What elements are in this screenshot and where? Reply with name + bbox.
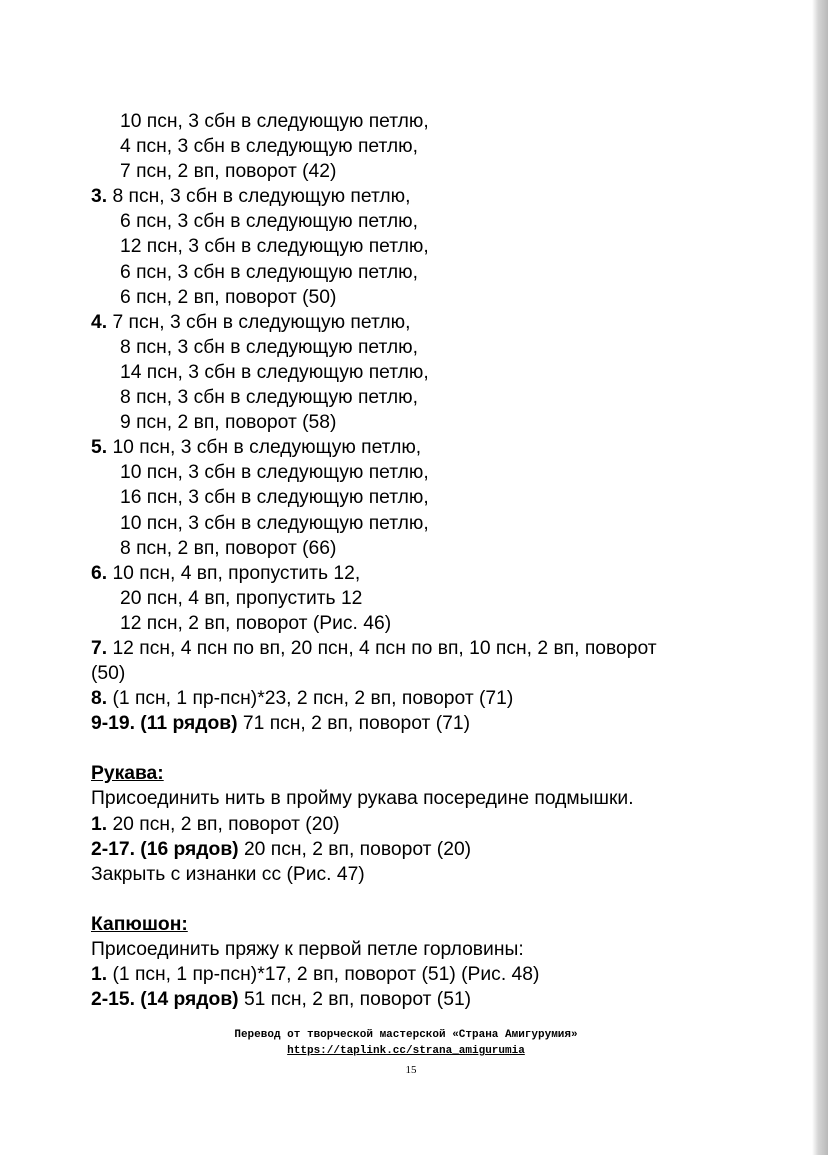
pattern-row: (50) (91, 663, 126, 685)
pattern-row: 3. 8 псн, 3 сбн в следующую петлю, (91, 186, 411, 208)
row-number: 1. (91, 964, 108, 985)
row-number: 1. (91, 813, 108, 835)
row-number: 8. (91, 688, 108, 710)
page-number: 15 (405, 1064, 417, 1076)
pattern-row: 20 псн, 4 вп, пропустить 12 (120, 587, 363, 609)
pattern-row: 4. 7 псн, 3 сбн в следующую петлю, (91, 311, 411, 333)
pattern-row: 12 псн, 3 сбн в следующую петлю, (120, 236, 429, 258)
row-number: 6. (91, 562, 108, 584)
pattern-row: 8. (1 псн, 1 пр-псн)*23, 2 псн, 2 вп, поворот (71) (91, 688, 514, 710)
footer-credit: Перевод от творческой мастерской «Страна Амигурумия» (234, 1029, 578, 1041)
pattern-row: 7. 12 псн, 4 псн по вп, 20 псн, 4 псн по вп, 10 псн, 2 вп, поворот (91, 637, 657, 659)
section-spacer (91, 736, 791, 761)
pattern-row: 14 псн, 3 сбн в следующую петлю, (120, 361, 429, 383)
pattern-row: 2-17. (16 рядов) 20 псн, 2 вп, поворот (20) (91, 838, 472, 860)
row-number: 7. (91, 637, 108, 659)
pattern-row: 1. 20 псн, 2 вп, поворот (20) (91, 813, 340, 835)
pattern-row: 8 псн, 3 сбн в следующую петлю, (120, 336, 418, 358)
row-number: 2-15. (14 рядов) (91, 989, 239, 1011)
section-spacer (91, 887, 791, 912)
pattern-row: 5. 10 псн, 3 сбн в следующую петлю, (91, 437, 422, 459)
sleeves-intro: Присоединить нить в пройму рукава посередине подмышки. (91, 788, 634, 810)
hood-intro: Присоединить пряжу к первой петле горловины: (91, 938, 524, 960)
pattern-row: 8 псн, 2 вп, поворот (66) (120, 537, 337, 559)
pattern-row: 16 псн, 3 сбн в следующую петлю, (120, 487, 429, 509)
pattern-row: 1. (1 псн, 1 пр-псн)*17, 2 вп, поворот (51) (Рис. 48) (91, 964, 540, 985)
pattern-row: 6. 10 псн, 4 вп, пропустить 12, (91, 562, 361, 584)
pattern-row: 8 псн, 3 сбн в следующую петлю, (120, 387, 418, 409)
pattern-row: 12 псн, 2 вп, поворот (Рис. 46) (120, 612, 392, 634)
pattern-row: 10 псн, 3 сбн в следующую петлю, (120, 512, 429, 534)
footer-link[interactable]: https://taplink.cc/strana_amigurumia (287, 1045, 525, 1057)
pattern-row: 9 псн, 2 вп, поворот (58) (120, 412, 337, 434)
row-number: 4. (91, 311, 108, 333)
pattern-row: 10 псн, 3 сбн в следующую петлю, (120, 111, 429, 132)
sleeves-heading: Рукава: (91, 763, 164, 785)
pattern-row: 10 псн, 3 сбн в следующую петлю, (120, 462, 429, 484)
sleeves-closing: Закрыть с изнанки сс (Рис. 47) (91, 863, 365, 885)
pattern-row: 6 псн, 3 сбн в следующую петлю, (120, 261, 418, 283)
pattern-row: 6 псн, 2 вп, поворот (50) (120, 286, 337, 308)
page-edge-shadow (812, 0, 828, 1155)
row-number: 2-17. (16 рядов) (91, 838, 239, 860)
row-number: 5. (91, 437, 108, 459)
hood-heading: Капюшон: (91, 913, 188, 935)
pattern-row: 4 псн, 3 сбн в следующую петлю, (120, 136, 418, 158)
pattern-row: 6 псн, 3 сбн в следующую петлю, (120, 211, 418, 233)
pattern-text (91, 109, 791, 1012)
pattern-row: 2-15. (14 рядов) 51 псн, 2 вп, поворот (51) (91, 989, 472, 1011)
row-number: 3. (91, 186, 108, 208)
row-number: 9-19. (11 рядов) (91, 713, 238, 735)
pattern-row: 9-19. (11 рядов) 71 псн, 2 вп, поворот (71) (91, 713, 471, 735)
pattern-row: 7 псн, 2 вп, поворот (42) (120, 161, 337, 183)
